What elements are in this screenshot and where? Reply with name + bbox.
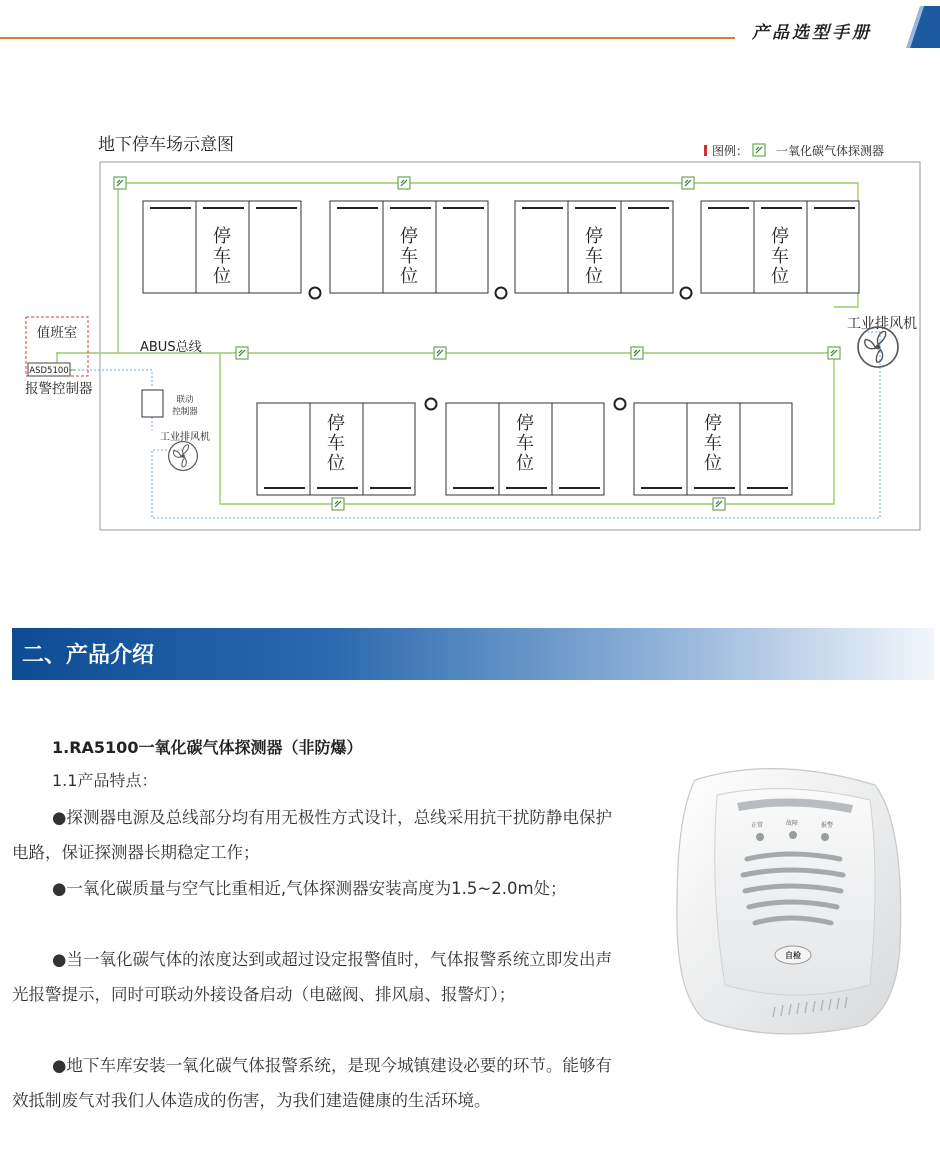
svg-text:停: 停 <box>400 226 418 247</box>
svg-text:停: 停 <box>213 226 231 247</box>
section-title: 二、产品介绍 <box>22 643 155 668</box>
fan-large-label: 工业排风机 <box>847 316 917 332</box>
svg-text:位: 位 <box>213 266 231 287</box>
svg-text:故障: 故障 <box>785 820 799 827</box>
svg-text:位: 位 <box>516 453 534 474</box>
detector-product-image <box>665 755 915 1055</box>
feature-paragraph: ●一氧化碳质量与空气比重相近,气体探测器安装高度为1.5~2.0m处； <box>52 879 567 898</box>
svg-text:正常: 正常 <box>750 822 764 829</box>
svg-text:位: 位 <box>585 266 603 287</box>
header-title: 产品选型手册 <box>752 23 872 43</box>
parking-lot <box>446 403 604 495</box>
svg-text:车: 车 <box>771 246 789 267</box>
feature-paragraph: ●地下车库安装一氧化碳气体报警系统，是现今城镇建设必要的环节。能够有效抵制废气对我们人体造成的伤害，为我们建造健康的生活环境。 <box>12 1056 612 1110</box>
section-band <box>12 628 934 680</box>
parking-lot <box>634 403 792 495</box>
svg-text:位: 位 <box>327 453 345 474</box>
svg-text:停: 停 <box>585 226 603 247</box>
parking-lot <box>330 201 488 293</box>
feature-subtitle: 1.1产品特点： <box>52 771 158 790</box>
controller-label: 报警控制器 <box>25 381 93 397</box>
svg-text:停: 停 <box>704 413 722 434</box>
svg-text:车: 车 <box>400 246 418 267</box>
svg-text:报警: 报警 <box>820 822 834 829</box>
svg-text:停: 停 <box>327 413 345 434</box>
diagram-title: 地下停车场示意图 <box>98 135 234 155</box>
svg-text:自检: 自检 <box>785 951 801 960</box>
fan-icon <box>169 442 198 471</box>
bus-label: ABUS总线 <box>140 340 202 355</box>
legend-marker <box>704 145 707 156</box>
svg-text:车: 车 <box>516 433 534 454</box>
header-corner-shape <box>904 4 940 48</box>
legend-label: 图例： <box>712 144 749 158</box>
linkage-controller-label: 联动 <box>176 395 194 405</box>
feature-paragraph: ●探测器电源及总线部分均有用无极性方式设计，总线采用抗干扰防静电保护电路，保证探测器长期稳定工作； <box>12 808 612 862</box>
linkage-controller-label: 控制器 <box>172 407 198 417</box>
svg-text:车: 车 <box>585 246 603 267</box>
svg-text:停: 停 <box>516 413 534 434</box>
svg-text:车: 车 <box>213 246 231 267</box>
controller-model: ASD5100 <box>29 366 69 376</box>
duty-room-label: 值班室 <box>36 325 78 341</box>
parking-lot <box>515 201 673 293</box>
feature-paragraph: ●当一氧化碳气体的浓度达到或超过设定报警值时，气体报警系统立即发出声光报警提示，同时可联动外接设备启动（电磁阀、排风扇、报警灯）； <box>12 950 612 1004</box>
svg-text:位: 位 <box>400 266 418 287</box>
header-rule <box>0 37 735 39</box>
legend-item: 一氧化碳气体探测器 <box>776 144 885 158</box>
svg-text:位: 位 <box>704 453 722 474</box>
svg-text:车: 车 <box>704 433 722 454</box>
legend-detector-icon <box>753 144 765 156</box>
parking-diagram <box>0 120 940 540</box>
product-title: 1.RA5100一氧化碳气体探测器（非防爆） <box>52 738 363 757</box>
fan-icon <box>858 327 898 367</box>
fan-small-label: 工业排风机 <box>160 432 210 443</box>
svg-text:车: 车 <box>327 433 345 454</box>
linkage-controller-box <box>142 390 163 417</box>
parking-lot <box>257 403 415 495</box>
svg-text:停: 停 <box>771 226 789 247</box>
parking-lot <box>143 201 301 293</box>
svg-text:位: 位 <box>771 266 789 287</box>
parking-lot <box>701 201 859 293</box>
